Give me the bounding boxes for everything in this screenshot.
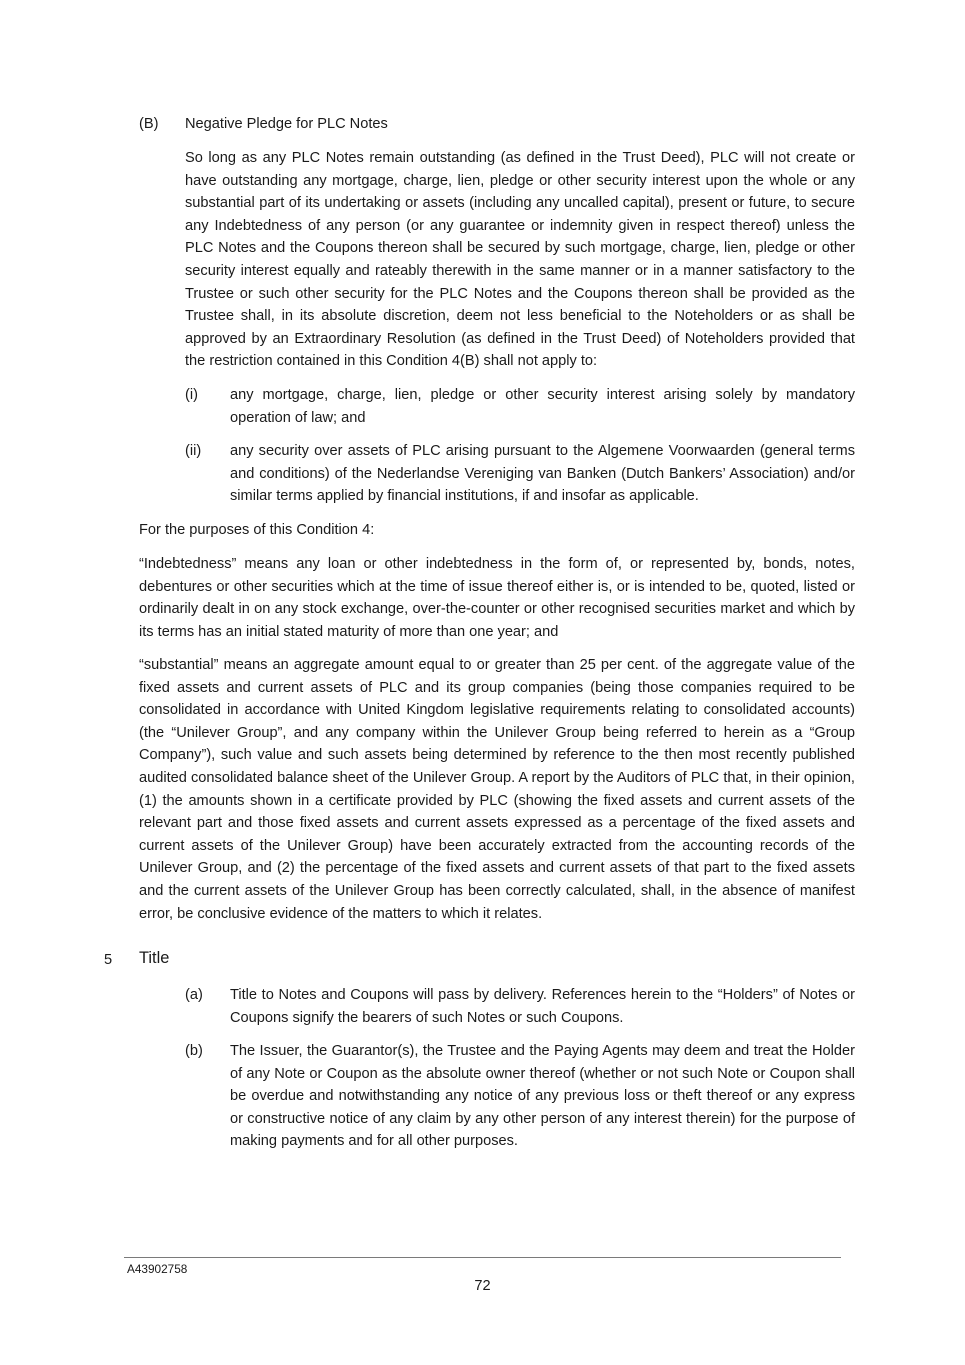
list-item-label: (a) xyxy=(185,987,203,1003)
section-b-title: Negative Pledge for PLC Notes xyxy=(185,116,388,132)
footer-divider xyxy=(124,1257,841,1258)
document-reference: A43902758 xyxy=(127,1262,188,1276)
definition-substantial: “substantial” means an aggregate amount equal to or greater than 25 per cent. of the aggregate value of the fixed assets and current assets of PLC and its group companies (being those companies required to be consolidated in accordance with United Kingdom legislative requirements relating to consolidated accounts) (the “Unilever Group”, and any company within the Unilever Group being referred to herein as a “Group Company”), such value and such assets being determined by reference to the then most recently published audited consolidated balance sheet of the Unilever Group. A report by the Auditors of PLC that, in their opinion, (1) the amounts shown in a certificate provided by PLC (showing the fixed assets and current assets of the relevant part and those fixed assets and current assets expressed as a percentage of the fixed assets and current assets of the Unilever Group) have been accurately extracted from the accounting records of the Unilever Group, and (2) the percentage of the fixed assets and current assets of that part to the fixed assets and the current assets of the Unilever Group has been correctly calculated, shall, in the absence of manifest error, be conclusive evidence of the matters to which it relates. xyxy=(139,657,855,922)
list-item-text: The Issuer, the Guarantor(s), the Trustee and the Paying Agents may deem and treat the Holder of any Note or Coupon as the absolute owner thereof (whether or not such Note or Coupon shall be overdue and notwithstanding any notice of any previous loss or theft thereof or any express or constructive notice of any claim by any other person of any interest therein) for the purpose of making payments and for all other purposes. xyxy=(230,1043,855,1150)
section-b-label: (B) xyxy=(139,116,159,132)
definitions-lead: For the purposes of this Condition 4: xyxy=(139,522,375,538)
negative-pledge-paragraph: So long as any PLC Notes remain outstanding (as defined in the Trust Deed), PLC will not create or have outstanding any mortgage, charge, lien, pledge or other security interest upon the whole or any substantial part of its undertaking or assets (including any uncalled capital), present or future, to secure any Indebtedness of any person (or any guarantee or indemnity given in respect thereof) unless the PLC Notes and the Coupons thereon shall be secured by such mortgage, charge, lien, pledge or other security interest equally and rateably therewith in the same manner or in a manner satisfactory to the Trustee or such other security for the PLC Notes and the Coupons thereon shall be provided as the Trustee shall, in its absolute discretion, deem not less beneficial to the Noteholders or as shall be approved by an Extraordinary Resolution (as defined in the Trust Deed) of Noteholders provided that the restriction contained in this Condition 4(B) shall not apply to: xyxy=(185,150,855,370)
page-number: 72 xyxy=(474,1278,491,1294)
list-item-text: any security over assets of PLC arising pursuant to the Algemene Voorwaarden (general terms and conditions) of the Nederlandse Vereniging van Banken (Dutch Bankers’ Association) and/or similar terms applied by financial institutions, if and insofar as applicable. xyxy=(230,443,855,505)
section-b-heading xyxy=(139,113,855,137)
definition-indebtedness: “Indebtedness” means any loan or other indebtedness in the form of, or represented by, bonds, notes, debentures or other securities which at the time of issue thereof either is, or is intended to be, quoted, listed or ordinarily dealt in on any stock exchange, over-the-counter or other recognised securities market and which by its terms has an initial stated maturity of more than one year; and xyxy=(139,556,855,640)
list-item-label: (b) xyxy=(185,1043,203,1059)
section-5-number: 5 xyxy=(104,952,113,968)
list-item-text: any mortgage, charge, lien, pledge or other security interest arising solely by mandatory operation of law; and xyxy=(230,387,855,426)
section-5-title: Title xyxy=(139,949,170,967)
section-5-heading xyxy=(104,947,864,973)
list-item-label: (ii) xyxy=(185,443,202,459)
list-item-text: Title to Notes and Coupons will pass by delivery. References herein to the “Holders” of Notes or Coupons signify the bearers of such Notes or such Coupons. xyxy=(230,987,855,1026)
list-item-label: (i) xyxy=(185,387,198,403)
